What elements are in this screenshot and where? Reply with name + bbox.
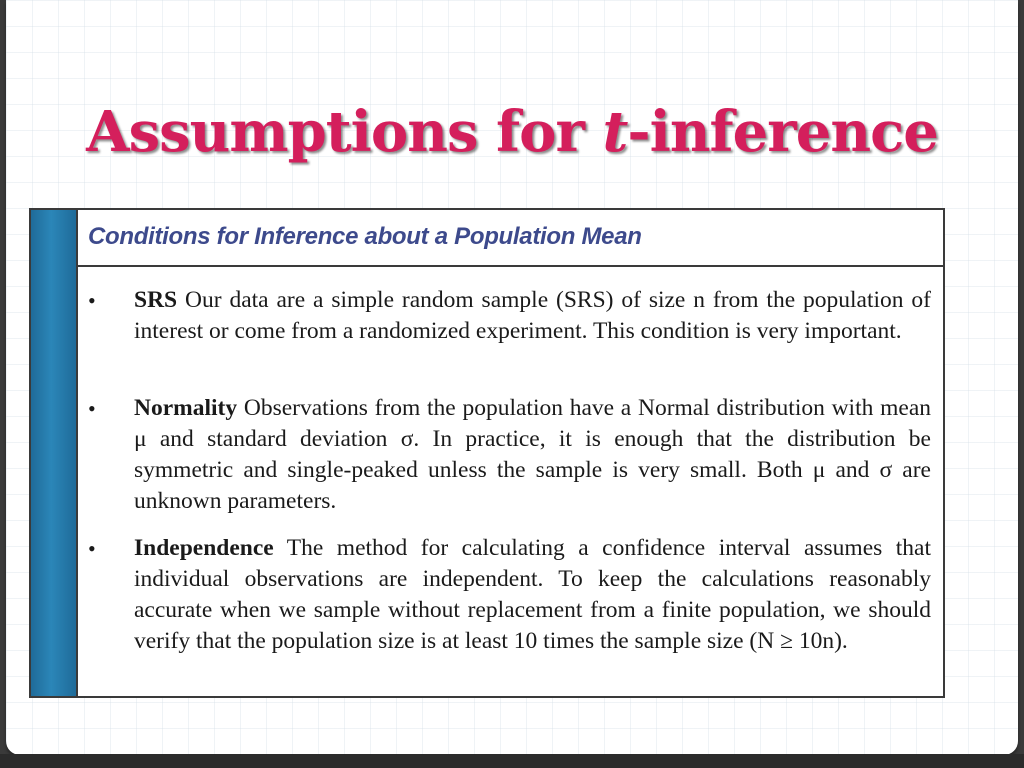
title-italic-t: t: [602, 99, 628, 165]
bullet-icon: •: [88, 536, 96, 561]
box-body: [78, 267, 943, 696]
condition-term: Normality: [134, 395, 238, 421]
slide: [6, 0, 1018, 755]
condition-term: SRS: [134, 287, 178, 313]
bullet-icon: •: [88, 288, 96, 313]
box-header-title: Conditions for Inference about a Population Mean: [88, 223, 642, 250]
slide-title: [6, 92, 1018, 172]
conditions-box: [29, 208, 945, 698]
title-suffix: -inference: [627, 99, 938, 165]
condition-term: Independence: [134, 535, 274, 561]
condition-text: [134, 393, 931, 517]
box-sidebar-stripe: [31, 210, 78, 696]
bullet-icon: •: [88, 396, 96, 421]
condition-text: [134, 533, 931, 657]
condition-text: [134, 285, 931, 347]
bottom-frame-strip: [0, 754, 1024, 768]
title-prefix: Assumptions for: [86, 99, 603, 165]
box-header: [78, 210, 943, 267]
condition-description: Our data are a simple random sample (SRS) of size n from the population of interest or come from a randomized experiment. This condition is very important.: [134, 287, 931, 344]
condition-description: The method for calculating a confidence interval assumes that individual observations are independent. To keep the calculations reasonably accurate when we sample without replacement from a finite population, we should verify that the population size is at least 10 times the sample size (N ≥ 10n).: [134, 535, 931, 654]
condition-description: Observations from the population have a Normal distribution with mean μ and standard deviation σ. In practice, it is enough that the distribution be symmetric and single-peaked unless the sample is very small. Both μ and σ are unknown parameters.: [134, 395, 931, 514]
